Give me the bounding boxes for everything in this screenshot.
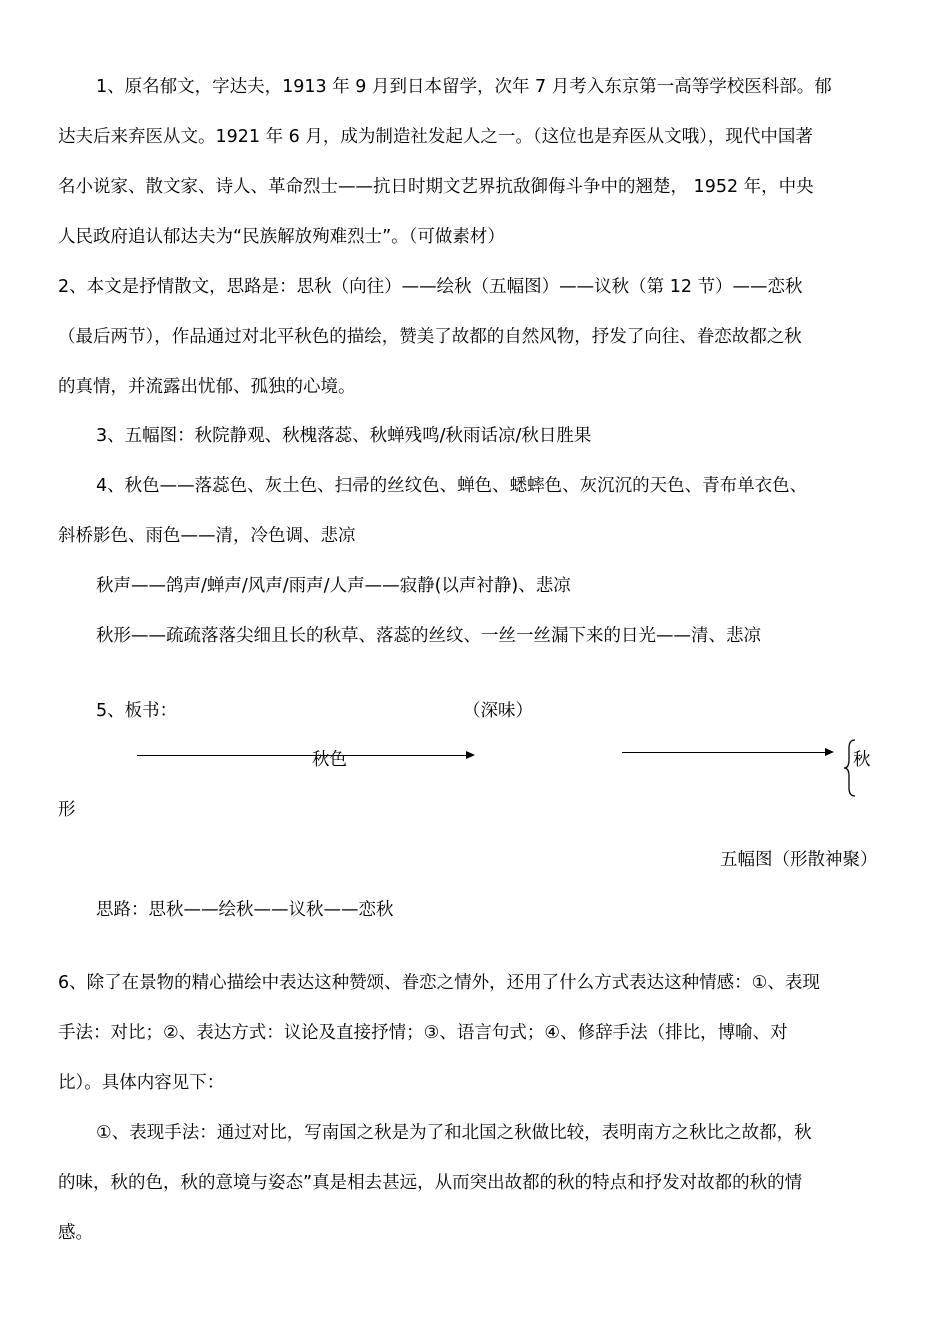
- para1-line4: 人民政府追认郁达夫为“民族解放殉难烈士”。（可做素材）: [58, 227, 505, 247]
- arrow-left: [137, 755, 473, 756]
- autumn-char-right: 秋: [853, 750, 871, 770]
- para6-line2: 手法：对比；②、表达方式：议论及直接抒情；③、语言句式；④、修辞手法（排比，博喻、对: [58, 1023, 788, 1043]
- para4-line2: 斜桥影色、雨色——清，冷色调、悲凉: [58, 526, 356, 546]
- autumn-shape-line: 秋形——疏疏落落尖细且长的秋草、落蕊的丝纹、一丝一丝漏下来的日光——清、悲凉: [96, 626, 761, 646]
- para4-line1: 4、秋色——落蕊色、灰土色、扫帚的丝纹色、蝉色、蟋蟀色、灰沉沉的天色、青布单衣色、: [96, 476, 808, 496]
- para7-line3: 感。: [58, 1223, 93, 1243]
- five-pictures-label: 五幅图（形散神聚）: [720, 850, 878, 870]
- para2-line1: 2、本文是抒情散文，思路是：思秋（向往）——绘秋（五幅图）——议秋（第 12 节）——恋秋: [58, 277, 803, 297]
- shape-char: 形: [58, 800, 76, 820]
- para1-line2: 达夫后来弃医从文。1921 年 6 月，成为制造社发起人之一。（这位也是弃医从文哦），现代中国著: [58, 127, 813, 147]
- board-heading: 5、板书：: [96, 701, 178, 721]
- para7-line1: ①、表现手法：通过对比，写南国之秋是为了和北国之秋做比较，表明南方之秋比之故都，秋: [96, 1123, 812, 1143]
- thought-line: 思路：思秋——绘秋——议秋——恋秋: [96, 900, 394, 920]
- autumn-color-label: 秋色: [312, 750, 347, 770]
- para6-line3: 比）。具体内容见下：: [58, 1073, 225, 1093]
- deep-taste-label: （深味）: [463, 701, 533, 721]
- para2-line3: 的真情，并流露出忧郁、孤独的心境。: [58, 377, 356, 397]
- para1-line3: 名小说家、散文家、诗人、革命烈士——抗日时期文艺界抗敌御侮斗争中的翘楚， 1952 年，中央: [58, 177, 814, 197]
- para6-line1: 6、除了在景物的精心描绘中表达这种赞颂、眷恋之情外，还用了什么方式表达这种情感：①、表现: [58, 973, 820, 993]
- arrow-right: [622, 752, 832, 753]
- autumn-sound-line: 秋声——鸽声/蝉声/风声/雨声/人声——寂静(以声衬静)、悲凉: [96, 576, 571, 596]
- para1-line1: 1、原名郁文，字达夫，1913 年 9 月到日本留学，次年 7 月考入东京第一高等学校医科部。郁: [96, 77, 832, 97]
- para7-line2: 的味，秋的色，秋的意境与姿态”真是相去甚远，从而突出故都的秋的特点和抒发对故都的秋的情: [58, 1173, 803, 1193]
- para2-line2: （最后两节），作品通过对北平秋色的描绘，赞美了故都的自然风物，抒发了向往、眷恋故都之秋: [58, 327, 802, 347]
- para3-line: 3、五幅图：秋院静观、秋槐落蕊、秋蝉残鸣/秋雨话凉/秋日胜果: [96, 426, 592, 446]
